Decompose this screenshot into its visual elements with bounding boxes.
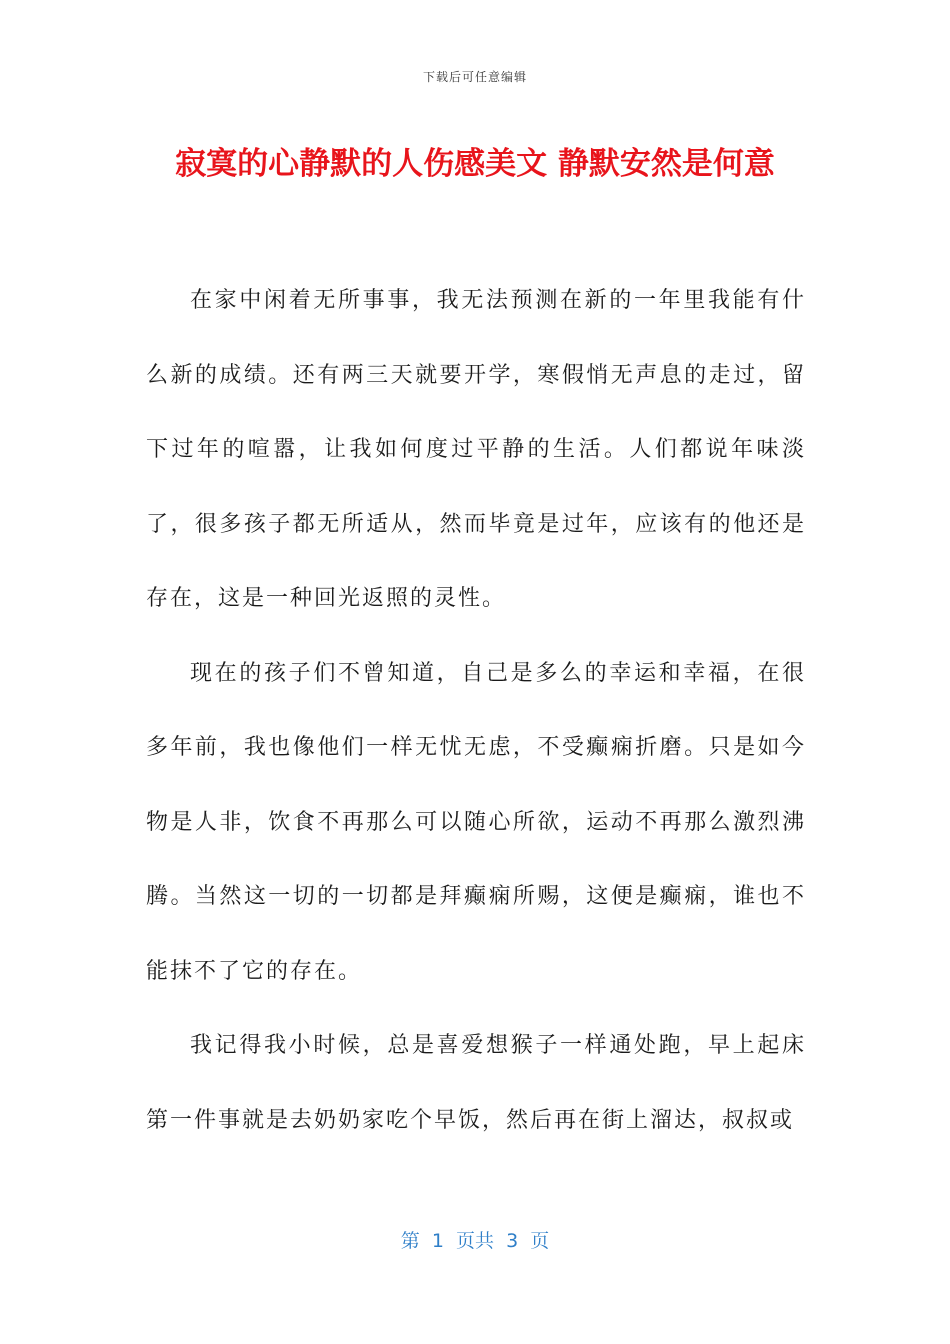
page-title: 寂寞的心静默的人伤感美文 静默安然是何意: [175, 146, 775, 182]
paragraph: 我记得我小时候，总是喜爱想猴子一样通处跑，早上起床第一件事就是去奶奶家吃个早饭，然后再在街上溜达，叔叔或: [146, 1033, 806, 1133]
header-note: 下载后可任意编辑: [422, 70, 527, 84]
paragraph: 现在的孩子们不曾知道，自己是多么的幸运和幸福，在很多年前，我也像他们一样无忧无虑，不受癫痫折磨。只是如今物是人非，饮食不再那么可以随心所欲，运动不再那么激烈沸腾。当然这一切的一切都是拜癫痫所赐，这便是癫痫，谁也不能抹不了它的存在。: [146, 660, 806, 984]
page-number-footer: 第 1 页共 3 页: [400, 1230, 550, 1252]
paragraph: 在家中闲着无所事事，我无法预测在新的一年里我能有什么新的成绩。还有两三天就要开学，寒假悄无声息的走过，留下过年的喧嚣，让我如何度过平静的生活。人们都说年味淡了，很多孩子都无所适从，然而毕竟是过年，应该有的他还是存在，这是一种回光返照的灵性。: [146, 288, 806, 611]
document-body: [146, 264, 806, 1158]
